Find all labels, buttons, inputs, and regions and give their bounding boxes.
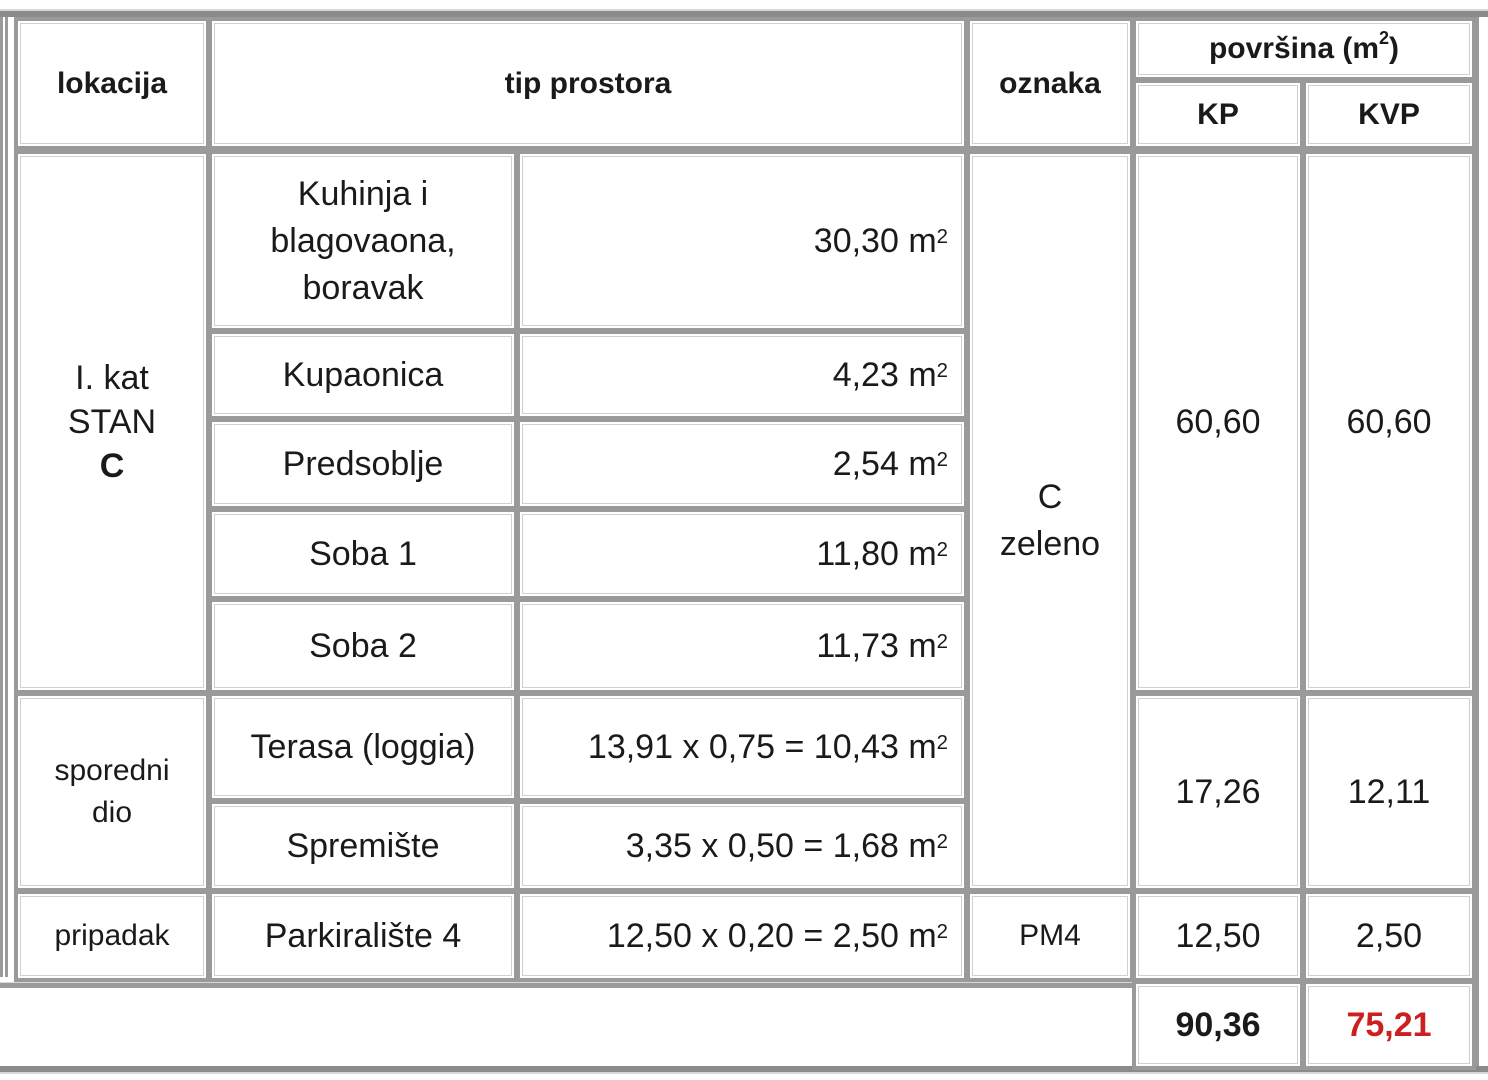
header-povrsina-sup: 2 xyxy=(1379,28,1390,48)
room-area-terasa xyxy=(516,692,968,802)
location-pripadak-text: pripadak xyxy=(54,919,170,952)
room-name-parkiraliste xyxy=(208,890,518,982)
room-name-kupaonica xyxy=(208,330,518,420)
room-area-predsoblje-sup: 2 xyxy=(936,448,948,471)
room-area-soba1-sup: 2 xyxy=(936,538,948,561)
oznaka-main-line2: zeleno xyxy=(999,525,1101,563)
room-area-terasa-text: 13,91 x 0,75 = 10,43 m xyxy=(587,727,937,766)
room-name-kupaonica-text: Kupaonica xyxy=(282,355,444,394)
room-area-parkiraliste-text: 12,50 x 0,20 = 2,50 m xyxy=(606,916,937,955)
room-area-parkiraliste xyxy=(516,890,968,982)
location-stan-line1: I. kat xyxy=(75,359,149,397)
total-kvp xyxy=(1302,980,1476,1070)
header-tip-prostora-label: tip prostora xyxy=(504,66,672,100)
header-povrsina-text: površina (m xyxy=(1208,32,1380,65)
room-area-kupaonica-sup: 2 xyxy=(936,359,948,382)
room-area-kuhinja-text: 30,30 m xyxy=(813,221,937,260)
header-tip-prostora xyxy=(208,17,968,150)
table-top-border xyxy=(0,9,1488,17)
header-kvp xyxy=(1302,79,1476,150)
room-area-spremiste xyxy=(516,800,968,892)
room-area-predsoblje xyxy=(516,418,968,510)
sporedni-kvp-value: 12,11 xyxy=(1347,772,1431,811)
room-name-soba1 xyxy=(208,508,518,600)
room-name-terasa-text: Terasa (loggia) xyxy=(250,727,476,766)
room-name-parkiraliste-text: Parkiralište 4 xyxy=(264,916,462,955)
sporedni-kp xyxy=(1132,692,1304,892)
room-name-kuhinja xyxy=(208,150,518,332)
room-name-kuhinja-line1: Kuhinja i xyxy=(297,174,429,213)
room-name-soba1-text: Soba 1 xyxy=(309,534,417,573)
room-area-spremiste-text: 3,35 x 0,50 = 1,68 m xyxy=(625,826,937,865)
sporedni-kp-value: 17,26 xyxy=(1175,772,1261,811)
room-area-predsoblje-value xyxy=(833,441,948,488)
room-name-terasa xyxy=(208,692,518,802)
pripadak-kvp xyxy=(1302,890,1476,982)
location-stan xyxy=(14,150,210,694)
room-area-soba2-value xyxy=(816,623,948,670)
location-sporedni-text xyxy=(54,750,169,834)
header-povrsina-label xyxy=(1208,28,1400,66)
room-name-predsoblje-text: Predsoblje xyxy=(282,444,444,483)
table-right-border xyxy=(1476,17,1488,1066)
location-sporedni xyxy=(14,692,210,892)
room-name-spremiste xyxy=(208,800,518,892)
oznaka-main xyxy=(966,150,1134,892)
header-povrsina-close: ) xyxy=(1389,32,1400,65)
header-lokacija-label: lokacija xyxy=(56,66,168,100)
room-name-kuhinja-text xyxy=(270,171,455,312)
header-kvp-label: KVP xyxy=(1358,97,1420,131)
stan-kp xyxy=(1132,150,1304,694)
total-kp-value: 90,36 xyxy=(1175,1005,1261,1044)
location-stan-line2: STAN xyxy=(67,403,157,441)
room-area-soba1 xyxy=(516,508,968,600)
room-area-kupaonica-value xyxy=(833,352,948,399)
location-stan-text xyxy=(68,356,156,488)
oznaka-pripadak xyxy=(966,890,1134,982)
room-name-soba2-text: Soba 2 xyxy=(309,626,417,665)
pripadak-kvp-value: 2,50 xyxy=(1355,916,1423,955)
room-area-soba2-sup: 2 xyxy=(936,630,948,653)
room-area-predsoblje-text: 2,54 m xyxy=(832,444,937,483)
table-left-border xyxy=(0,17,8,977)
room-name-soba2 xyxy=(208,598,518,694)
header-lokacija xyxy=(14,17,210,150)
stan-kvp xyxy=(1302,150,1476,694)
room-area-terasa-sup: 2 xyxy=(936,731,948,754)
pripadak-kp xyxy=(1132,890,1304,982)
header-povrsina xyxy=(1132,17,1476,81)
room-area-kuhinja xyxy=(516,150,968,332)
room-area-parkiraliste-value xyxy=(607,913,948,960)
total-kp xyxy=(1132,980,1304,1070)
room-area-kupaonica xyxy=(516,330,968,420)
pripadak-kp-value: 12,50 xyxy=(1175,916,1261,955)
room-name-kuhinja-line2: blagovaona, xyxy=(270,221,456,260)
location-sporedni-line1: sporedni xyxy=(54,754,170,787)
stan-kvp-value: 60,60 xyxy=(1346,402,1432,441)
room-area-kuhinja-value xyxy=(814,218,948,265)
room-area-soba1-text: 11,80 m xyxy=(816,534,937,573)
room-area-spremiste-value xyxy=(626,823,948,870)
total-kvp-value: 75,21 xyxy=(1346,1005,1432,1044)
room-area-soba1-value xyxy=(816,531,948,578)
room-name-spremiste-text: Spremište xyxy=(286,826,440,865)
totals-separator xyxy=(0,982,1138,988)
oznaka-pripadak-text: PM4 xyxy=(1019,919,1081,952)
location-stan-line3: C xyxy=(99,447,125,485)
sporedni-kvp xyxy=(1302,692,1476,892)
oznaka-main-line1: C xyxy=(1037,478,1063,516)
header-kp xyxy=(1132,79,1304,150)
stan-kp-value: 60,60 xyxy=(1175,402,1261,441)
room-area-terasa-value xyxy=(588,724,948,771)
location-pripadak xyxy=(14,890,210,982)
location-sporedni-line2: dio xyxy=(91,796,133,829)
room-area-kuhinja-sup: 2 xyxy=(936,225,948,248)
room-area-soba2 xyxy=(516,598,968,694)
room-name-kuhinja-line3: boravak xyxy=(302,268,424,307)
room-name-predsoblje xyxy=(208,418,518,510)
room-area-parkiraliste-sup: 2 xyxy=(936,920,948,943)
oznaka-main-text xyxy=(1000,474,1100,568)
header-kp-label: KP xyxy=(1197,97,1239,131)
room-area-spremiste-sup: 2 xyxy=(936,830,948,853)
room-area-kupaonica-text: 4,23 m xyxy=(832,355,937,394)
room-area-soba2-text: 11,73 m xyxy=(816,626,937,665)
header-oznaka-label: oznaka xyxy=(999,66,1101,100)
header-oznaka xyxy=(966,17,1134,150)
